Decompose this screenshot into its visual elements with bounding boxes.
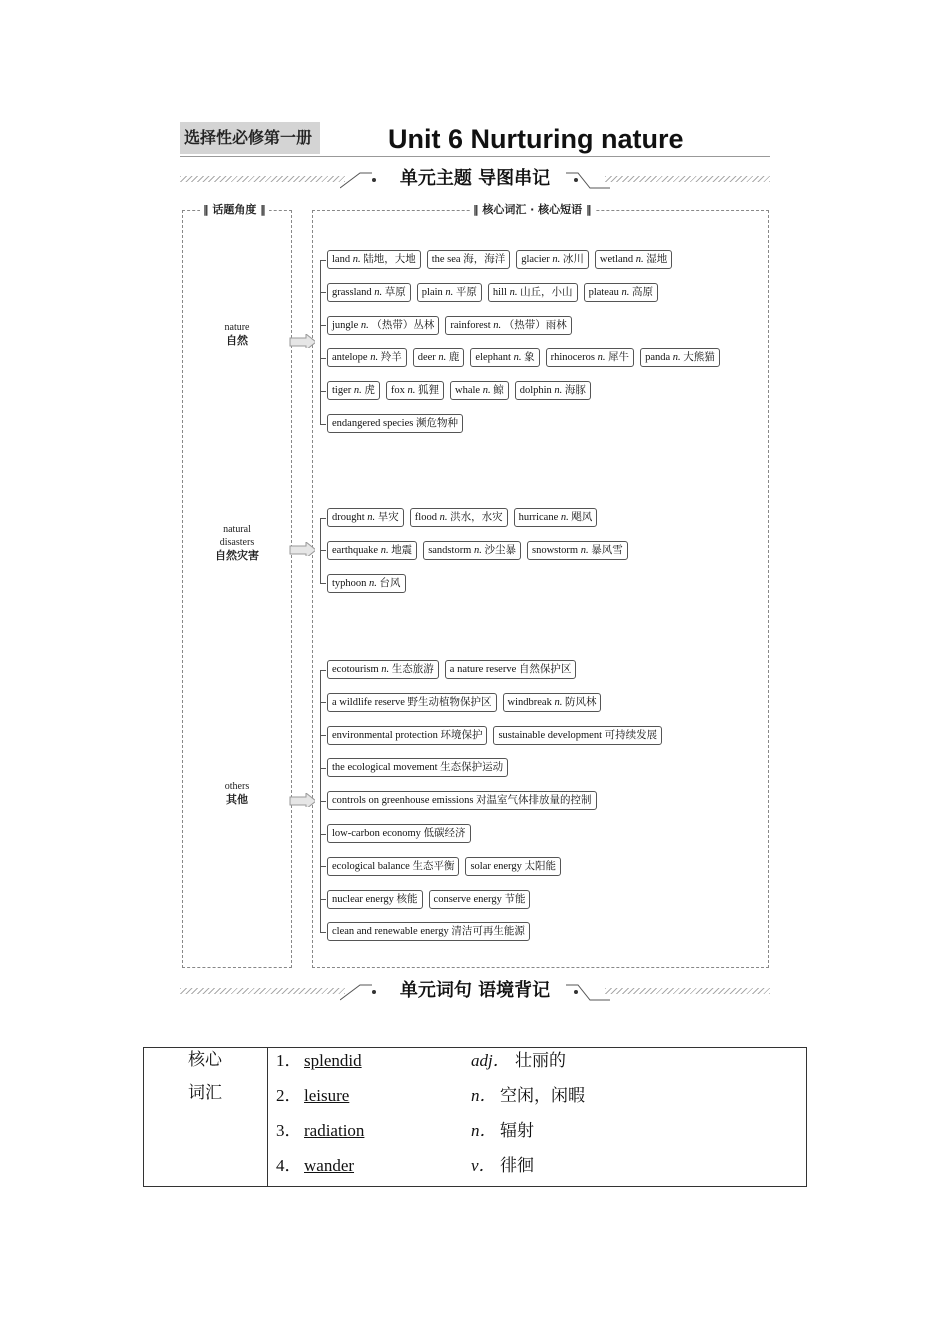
vocab-chip-pos: n. (371, 286, 385, 298)
vocab-chip (429, 890, 531, 909)
vocab-chip-meaning: 生态平衡 (409, 860, 455, 872)
vocab-entry-pos: n． (471, 1121, 497, 1140)
vocab-chip-word: sustainable development (498, 729, 602, 741)
table-category-line2: 词汇 (188, 1083, 222, 1103)
vocab-chip-word: hurricane (518, 512, 559, 523)
vocab-chip (327, 857, 459, 876)
vocab-entry-number: 4． (276, 1156, 302, 1175)
vocab-chip (488, 283, 578, 302)
vocab-chip-word: sandstorm (428, 544, 472, 556)
vocab-chip-word: panda (645, 352, 671, 364)
vocab-chip-word: wetland (599, 254, 634, 265)
vocab-chip-pos: n. (358, 319, 372, 331)
vocab-chip-word: flood (414, 512, 437, 523)
vocab-entry-word: splendid (304, 1051, 362, 1070)
vocab-chip-pos: n. (618, 286, 633, 298)
vocab-chip-word: the sea (431, 254, 461, 265)
vocab-chip-meaning: 虎 (364, 385, 375, 397)
vocab-chip-pos: n. (506, 286, 521, 298)
vocab-chip-meaning: （热带）雨林 (503, 319, 567, 331)
vocab-chip-word: land (332, 254, 351, 265)
vocab-chip (417, 283, 482, 302)
vocab-chip-pos: n. (480, 385, 494, 397)
category-label-en: nature (224, 321, 250, 333)
vocab-chip-word: fox (390, 385, 405, 397)
vocab-chip-word: rainforest (450, 319, 491, 331)
bracket-tick (320, 801, 326, 802)
banner-title: 单元词句 语境背记 (399, 980, 551, 1001)
vocab-chip (584, 283, 658, 302)
banner-hatch-right (605, 176, 770, 182)
arrow-right-icon (289, 334, 315, 348)
vocab-chip-word: controls on greenhouse emissions (332, 795, 474, 807)
category-label (182, 321, 292, 347)
vocab-chip (514, 508, 598, 527)
vocab-chip-word: ecological balance (332, 860, 410, 872)
vocab-chip (327, 283, 411, 302)
vocab-chip (327, 348, 407, 367)
vocab-chip (410, 508, 508, 527)
vocab-chip-word: the ecological movement (332, 762, 438, 774)
vocab-chip (527, 541, 628, 560)
vocab-chip-meaning: 平原 (455, 286, 477, 298)
vocab-chip (327, 250, 421, 269)
vocab-chip-meaning: 海，海洋 (460, 254, 506, 265)
vocab-chip-meaning: 环境保护 (437, 729, 483, 741)
bracket-tick (320, 866, 326, 867)
vocab-chip-pos: n. (558, 512, 572, 523)
vocab-chip-pos: n. (490, 319, 504, 331)
vocab-chip-pos: n. (594, 352, 609, 364)
section-banner-bottom (180, 976, 770, 1006)
vocab-chip (470, 348, 539, 367)
bracket-tick (320, 391, 326, 392)
arrow-right-icon (289, 793, 315, 807)
vocab-chip-meaning: 野生动植物保护区 (404, 696, 492, 708)
category-label (182, 523, 292, 562)
bracket-tick (320, 550, 326, 551)
vocab-chip-pos: n. (366, 577, 380, 589)
vocab-chip (450, 381, 509, 400)
vocab-chip-meaning: 生态旅游 (391, 664, 434, 675)
vocab-chip-meaning: 犀牛 (608, 352, 630, 364)
vocab-chip (327, 541, 417, 560)
vocab-chip (516, 250, 589, 269)
arrow-right-icon (289, 542, 315, 556)
vocab-entry-pos: n． (471, 1086, 497, 1105)
banner-title: 单元主题 导图串记 (399, 168, 551, 189)
vocab-chip-meaning: （热带）丛林 (371, 319, 435, 331)
topic-angle-title: ‖ 话题角度 ‖ (200, 203, 269, 217)
vocab-chip (327, 791, 597, 810)
vocab-chip-pos: n. (435, 352, 449, 364)
bracket-tick (320, 932, 326, 933)
vocab-entry-meaning: 壮丽的 (515, 1051, 566, 1071)
bracket-tick (320, 260, 326, 261)
category-label-en: natural (223, 523, 251, 535)
vocab-chip-word: clean and renewable energy (332, 926, 449, 938)
vocab-chip-word: windbreak (507, 696, 552, 708)
vocab-chip-pos: n. (404, 385, 418, 397)
vocab-chip-word: a wildlife reserve (332, 696, 405, 708)
vocab-chip (327, 508, 404, 527)
vocab-chip-pos: n. (633, 254, 647, 265)
vocab-entry-meaning: 空闲，闲暇 (500, 1086, 585, 1106)
book-tag: 选择性必修第一册 (180, 122, 320, 154)
vocab-chip-meaning: 旱灾 (377, 512, 399, 523)
vocab-chip (327, 316, 439, 335)
vocab-chip-pos: n. (367, 352, 381, 364)
bracket-tick (320, 518, 326, 519)
vocab-chip-word: hill (492, 286, 507, 298)
vocab-chip-pos: n. (549, 254, 563, 265)
vocab-entry-word: wander (304, 1156, 355, 1175)
vocab-chip (413, 348, 465, 367)
category-label-zh: 自然 (226, 333, 248, 347)
vocab-chip-meaning: 洪水，水灾 (450, 512, 503, 523)
vocab-chip-word: environmental protection (332, 729, 438, 741)
vocab-chip-pos: n. (578, 544, 592, 556)
table-divider (267, 1047, 268, 1187)
vocab-chip-pos: n. (551, 696, 565, 708)
bracket-tick (320, 735, 326, 736)
vocab-chip-word: tiger (332, 385, 352, 397)
vocab-chip-meaning: 湿地 (646, 254, 668, 265)
vocab-chip-meaning: 防风林 (564, 696, 597, 708)
vocab-chip-meaning: 冰川 (562, 254, 584, 265)
vocab-chip (546, 348, 634, 367)
bracket-tick (320, 702, 326, 703)
bracket-tick (320, 899, 326, 900)
category-label (182, 780, 292, 806)
vocab-chip (327, 824, 471, 843)
vocab-chip-pos: n. (436, 512, 451, 523)
vocab-entry-pos: v． (471, 1156, 496, 1175)
vocab-chip-pos: n. (551, 385, 565, 397)
vocab-chip-meaning: 核能 (393, 893, 418, 905)
vocab-chip-word: grassland (332, 286, 372, 298)
bracket-tick (320, 834, 326, 835)
bracket-tick (320, 583, 326, 584)
table-category-line1: 核心 (188, 1050, 222, 1070)
vocab-chip-meaning: 狐狸 (418, 385, 439, 397)
vocab-chip (327, 726, 487, 745)
vocab-chip-word: solar energy (470, 860, 522, 872)
vocab-chip-meaning: 地震 (391, 544, 413, 556)
vocab-chip-word: low-carbon economy (332, 828, 421, 839)
vocab-chip-word: dolphin (519, 385, 552, 397)
bracket-tick (320, 424, 326, 425)
vocab-entry-word: radiation (304, 1121, 365, 1140)
vocab-chip (386, 381, 444, 400)
vocab-entry-pos: adj． (471, 1051, 510, 1070)
vocab-entry-number: 1． (276, 1051, 302, 1070)
vocab-chip-pos: n. (351, 385, 365, 397)
vocab-chip-meaning: 陆地，大地 (363, 254, 416, 265)
vocab-chip-word: typhoon (332, 577, 367, 589)
category-bracket (320, 260, 321, 424)
vocab-chip-pos: n. (442, 286, 456, 298)
vocab-chip (327, 381, 380, 400)
vocab-chip-pos: n. (510, 352, 525, 364)
vocab-chip-meaning: 飓风 (571, 512, 593, 523)
core-vocab-title: ‖ 核心词汇 · 核心短语 ‖ (470, 203, 595, 217)
vocab-entry-number: 2． (276, 1086, 302, 1105)
vocab-chip-meaning: 山丘，小山 (520, 286, 573, 298)
vocab-chip (640, 348, 720, 367)
vocab-chip-meaning: 海豚 (564, 385, 586, 397)
vocab-chip (327, 574, 406, 593)
bracket-tick (320, 768, 326, 769)
vocab-chip-meaning: 大熊猫 (683, 352, 715, 364)
section-banner-top (180, 164, 770, 194)
vocab-chip-word: conserve energy (433, 893, 502, 905)
vocab-chip-meaning: 象 (524, 352, 535, 364)
vocab-chip-meaning: 生态保护运动 (437, 762, 504, 774)
vocab-chip (327, 922, 530, 941)
vocab-chip-meaning: 可持续发展 (601, 729, 658, 741)
vocab-chip-meaning: 草原 (384, 286, 406, 298)
vocab-chip (327, 660, 439, 679)
vocab-chip (445, 316, 571, 335)
category-label-zh: 其他 (226, 792, 248, 806)
vocab-chip-word: plateau (588, 286, 619, 298)
vocab-chip-word: plain (421, 286, 443, 298)
bracket-tick (320, 325, 326, 326)
vocab-chip-word: drought (332, 512, 365, 523)
vocab-chip (327, 693, 497, 712)
vocab-entry-meaning: 辐射 (500, 1121, 534, 1141)
bracket-tick (320, 670, 326, 671)
vocab-chip-meaning: 太阳能 (521, 860, 556, 872)
vocab-chip-meaning: 鹿 (448, 352, 460, 364)
category-label-zh: 自然灾害 (215, 548, 259, 562)
vocab-chip-word: ecotourism (332, 664, 379, 675)
header-rule (180, 156, 770, 157)
vocab-chip-pos: n. (378, 664, 392, 675)
vocab-chip (445, 660, 577, 679)
vocab-chip (503, 693, 602, 712)
vocab-chip-word: whale (455, 385, 481, 397)
vocab-chip (493, 726, 662, 745)
unit-title: Unit 6 Nurturing nature (388, 124, 684, 154)
vocab-chip-pos: n. (670, 352, 684, 364)
vocab-chip-word: endangered species (332, 418, 414, 429)
vocab-chip (327, 890, 423, 909)
vocab-chip-meaning: 对温室气体排放量的控制 (473, 795, 592, 807)
vocab-chip-word: earthquake (332, 544, 379, 556)
vocab-chip-meaning: 节能 (501, 893, 526, 905)
vocab-chip-meaning: 暴风雪 (591, 544, 623, 556)
vocab-chip (327, 758, 508, 777)
banner-hatch-right (605, 988, 770, 994)
vocab-chip-meaning: 鲸 (493, 385, 504, 397)
banner-hatch-left (180, 176, 345, 182)
vocab-entry-meaning: 徘徊 (500, 1156, 534, 1176)
vocab-chip-meaning: 沙尘暴 (484, 544, 516, 556)
vocab-chip-word: jungle (332, 319, 359, 331)
bracket-tick (320, 358, 326, 359)
banner-title-box (340, 979, 610, 1003)
vocab-chip-word: nuclear energy (332, 893, 394, 905)
vocab-chip (427, 250, 511, 269)
category-label-en: disasters (219, 536, 255, 548)
banner-title-box (340, 167, 610, 191)
vocab-chip-word: antelope (332, 352, 368, 364)
vocab-chip-word: rhinoceros (550, 352, 595, 364)
vocab-chip (327, 414, 463, 433)
vocab-chip-word: elephant (475, 352, 511, 364)
vocab-chip-pos: n. (471, 544, 485, 556)
vocab-chip-meaning: 低碳经济 (420, 828, 466, 839)
vocab-chip-pos: n. (350, 254, 364, 265)
bracket-tick (320, 292, 326, 293)
vocab-chip (423, 541, 521, 560)
vocab-chip-meaning: 高原 (632, 286, 654, 298)
vocab-entry-number: 3． (276, 1121, 302, 1140)
vocab-chip-meaning: 清洁可再生能源 (448, 926, 525, 938)
vocab-chip-meaning: 台风 (379, 577, 401, 589)
vocab-chip-word: glacier (521, 254, 550, 265)
vocab-chip (515, 381, 591, 400)
vocab-entry-word: leisure (304, 1086, 350, 1105)
category-label-en: others (224, 780, 250, 792)
vocab-chip (465, 857, 561, 876)
banner-hatch-left (180, 988, 345, 994)
vocab-chip-word: a nature reserve (449, 664, 517, 675)
vocab-chip-meaning: 自然保护区 (516, 664, 572, 675)
vocab-chip (595, 250, 672, 269)
vocab-chip-pos: n. (378, 544, 392, 556)
vocab-chip-meaning: 羚羊 (380, 352, 402, 364)
vocab-chip-pos: n. (364, 512, 378, 523)
vocab-chip-meaning: 濒危物种 (413, 418, 458, 429)
vocab-chip-word: snowstorm (531, 544, 579, 556)
vocab-chip-word: deer (417, 352, 436, 364)
